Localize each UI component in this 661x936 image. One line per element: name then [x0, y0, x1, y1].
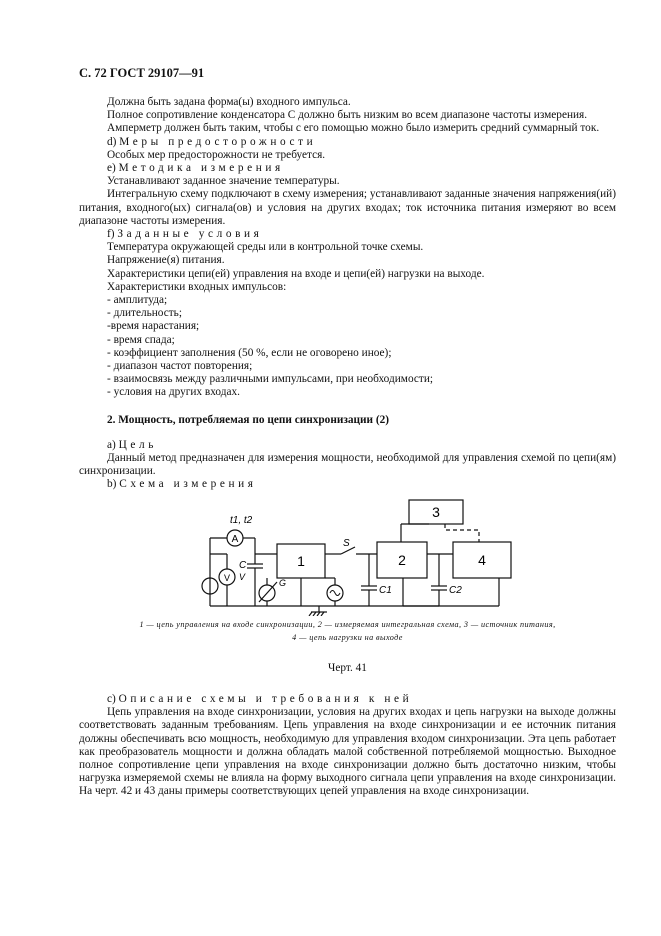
paragraph: Должна быть задана форма(ы) входного импульса. [107, 96, 351, 108]
paragraph: Характеристики цепи(ей) управления на входе и цепи(ей) нагрузки на выходе. [107, 267, 485, 280]
figure-label: Черт. 41 [328, 661, 367, 674]
block-1-label: 1 [297, 552, 305, 569]
c2-label: C2 [449, 584, 462, 596]
description-heading: c) Описание схемы и требования к ней [107, 692, 413, 705]
conditions-heading: f) Заданные условия [107, 228, 263, 241]
list-item: - взаимосвязь между различными импульсами, при необходимости; [107, 373, 434, 386]
paragraph: Устанавливают заданное значение температуры. [107, 175, 340, 188]
list-item: - время спада; [107, 333, 175, 346]
list-item: - условия на других входах. [107, 386, 240, 399]
dashed-link [445, 524, 479, 542]
paragraph: Амперметр должен быть таким, чтобы с его помощью можно было измерить средний суммарный ток. [107, 122, 600, 135]
paragraph: Температура окружающей среды или в контрольной точке схемы. [107, 241, 424, 254]
paragraph: Напряжение(я) питания. [107, 254, 225, 267]
list-item: - диапазон частот повторения; [107, 360, 253, 373]
switch-label: S [343, 537, 350, 549]
paragraph: Интегральную схему подключают в схему измерения; устанавливают заданные значения напряжения(ий) питания, входного(ых) сигнала(ов) и условия на других входах; ток источника питания измеряют во всем диапазоне частоты измерения. [79, 188, 616, 227]
pulse-characteristics-list [79, 294, 616, 400]
paragraph: Полное сопротивление конденсатора C должно быть низким во всем диапазоне частоты измерения. [107, 109, 588, 122]
block-2-label: 2 [398, 551, 406, 568]
cap-c-label: C [239, 559, 247, 571]
v-side-label: V [239, 571, 246, 582]
circuit-svg [79, 494, 616, 616]
t-label: t1, t2 [230, 514, 253, 526]
list-item: - длительность; [107, 307, 182, 320]
page-header: С. 72 ГОСТ 29107—91 [79, 66, 205, 80]
block-3-label: 3 [432, 503, 440, 520]
paragraph: Цепь управления на входе синхронизации, условия на других входах и цепь нагрузки на выходе должны соответствовать заданным требованиям. Цепь управления на входе синхронизации и ее источник питания должны обеспечивать всю мощность, необходимую для управления входом синхронизации. Эта цепь работает как преобразователь мощности и должна обладать малой собственной потребляемой мощностью. Выходное полное сопротивление цепи управления на входе синхронизации должно быть достаточно низким, чтобы нагрузка измеряемой схемы не влияла на форму выходного сигнала цепи управления на входе синхронизации. На черт. 42 и 43 даны примеры соответствующих цепей управления на входе синхронизации. [79, 706, 616, 798]
paragraph: Особых мер предосторожности не требуется. [107, 148, 326, 161]
list-item: - амплитуда; [107, 294, 168, 307]
precautions-heading: d) Меры предосторожности [107, 135, 317, 148]
paragraph: Характеристики входных импульсов: [107, 280, 287, 293]
block-4-label: 4 [478, 551, 486, 568]
document-body [79, 96, 616, 799]
c1-label: C1 [379, 584, 392, 596]
list-item: -время нарастания; [107, 320, 200, 333]
section-title: 2. Мощность, потребляемая по цепи синхронизации (2) [107, 413, 390, 426]
list-item: - коэффициент заполнения (50 %, если не оговорено иное); [107, 346, 392, 359]
caption-line: 4 — цепь нагрузки на выходе [292, 632, 403, 642]
gen-g-label: G [279, 577, 287, 588]
figure-caption [79, 618, 616, 644]
goal-heading: a) Цель [107, 438, 157, 451]
paragraph: Данный метод предназначен для измерения мощности, необходимой для управления схемой по цепи(ям) синхронизации. [79, 452, 616, 478]
ammeter-label: A [231, 533, 239, 545]
caption-line: 1 — цепь управления на входе синхронизации, 2 — измеряемая интегральная схема, 3 — источник питания, [139, 619, 556, 629]
voltmeter-label: V [223, 572, 231, 583]
scheme-heading: b) Схема измерения [107, 478, 257, 491]
method-heading: e) Методика измерения [107, 162, 284, 175]
circuit-diagram [79, 494, 616, 614]
